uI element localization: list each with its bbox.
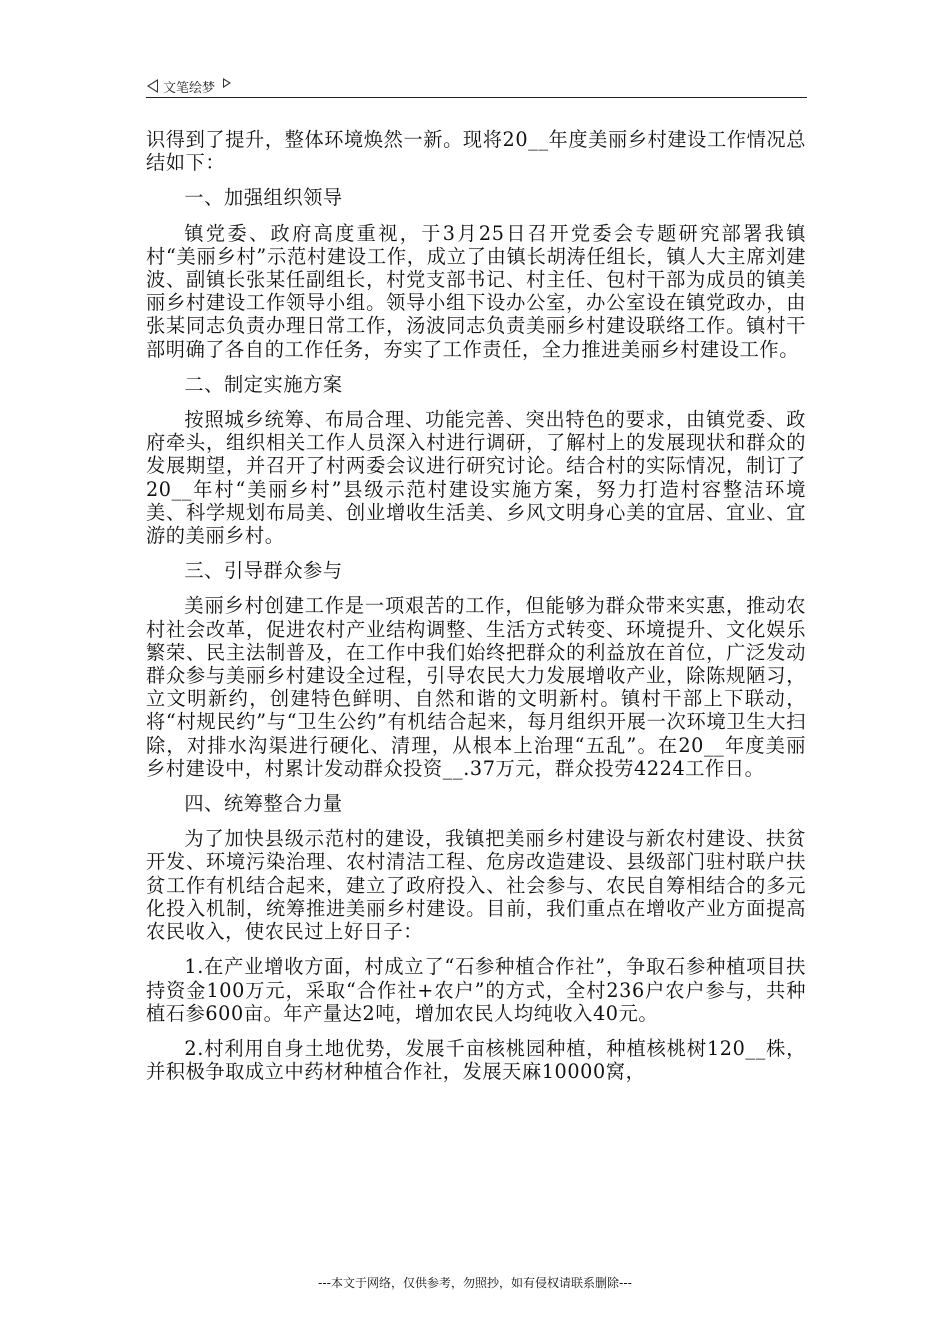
paragraph: 按照城乡统筹、布局合理、功能完善、突出特色的要求，由镇党委、政府牵头，组织相关工作人员深入村进行调研，了解村上的发展现状和群众的发展期望，并召开了村两委会议进行研究讨论。结合村的实际情况，制订了20__年村“美丽乡村”县级示范村建设实施方案，努力打造村容整洁环境美、科学规划布局美、创业增收生活美、乡风文明身心美的宜居、宜业、宜游的美丽乡村。 [146, 408, 806, 548]
section-heading-1: 一、加强组织领导 [184, 186, 343, 210]
section-heading-3: 三、引导群众参与 [184, 559, 343, 583]
section-heading-4: 四、统筹整合力量 [184, 792, 343, 816]
section-heading-2: 二、制定实施方案 [184, 372, 343, 396]
list-item: 1.在产业增收方面，村成立了“石参种植合作社”，争取石参种植项目扶持资金100万元，采取“合作社+农户”的方式，全村236户农户参与，共种植石参600亩。年产量达2吨，增加农民人均纯收入40元。 [146, 955, 806, 1025]
paragraph: 为了加快县级示范村的建设，我镇把美丽乡村建设与新农村建设、扶贫开发、环境污染治理、农村清洁工程、危房改造建设、县级部门驻村联户扶贫工作有机结合起来，建立了政府投入、社会参与、农民自筹相结合的多元化投入机制，统筹推进美丽乡村建设。目前，我们重点在增收产业方面提高农民收入，使农民过上好日子： [146, 827, 806, 944]
triangle-left-icon [147, 79, 158, 93]
list-item: 2.村利用自身土地优势，发展千亩核桃园种植，种植核桃树120__株，并积极争取成立中药材种植合作社，发展天麻10000窝， [146, 1036, 806, 1084]
triangle-right-icon [223, 78, 231, 88]
document-body [146, 128, 806, 1095]
paragraph: 美丽乡村创建工作是一项艰苦的工作，但能够为群众带来实惠，推动农村社会改革，促进农村产业结构调整、生活方式转变、环境提升、文化娱乐繁荣、民主法制普及，在工作中我们始终把群众的利益放在首位，广泛发动群众参与美丽乡村建设全过程，引导农民大力发展增收产业，除陈规陋习，立文明新约，创建特色鲜明、自然和谐的文明新村。镇村干部上下联动，将“村规民约”与“卫生公约”有机结合起来，每月组织开展一次环境卫生大扫除，对排水沟渠进行硬化、清理，从根本上治理“五乱”。在20__年度美丽乡村建设中，村累计发动群众投资__.37万元，群众投劳4224工作日。 [146, 594, 806, 780]
paragraph-continuation: 识得到了提升，整体环境焕然一新。现将20__年度美丽乡村建设工作情况总结如下： [146, 128, 806, 175]
page-header [147, 74, 807, 98]
header-brand: 文笔绘梦 [163, 80, 216, 96]
paragraph: 镇党委、政府高度重视，于3月25日召开党委会专题研究部署我镇村“美丽乡村”示范村建设工作，成立了由镇长胡涛任组长，镇人大主席刘建波、副镇长张某任副组长，村党支部书记、村主任、包村干部为成员的镇美丽乡村建设工作领导小组。领导小组下设办公室，办公室设在镇党政办，由张某同志负责办理日常工作，汤波同志负责美丽乡村建设联络工作。镇村干部明确了各自的工作任务，夯实了工作责任，全力推进美丽乡村建设工作。 [146, 221, 806, 361]
page-footer: ---本文于网络，仅供参考，勿照抄，如有侵权请联系删除--- [318, 1276, 632, 1290]
header-divider [146, 97, 807, 98]
